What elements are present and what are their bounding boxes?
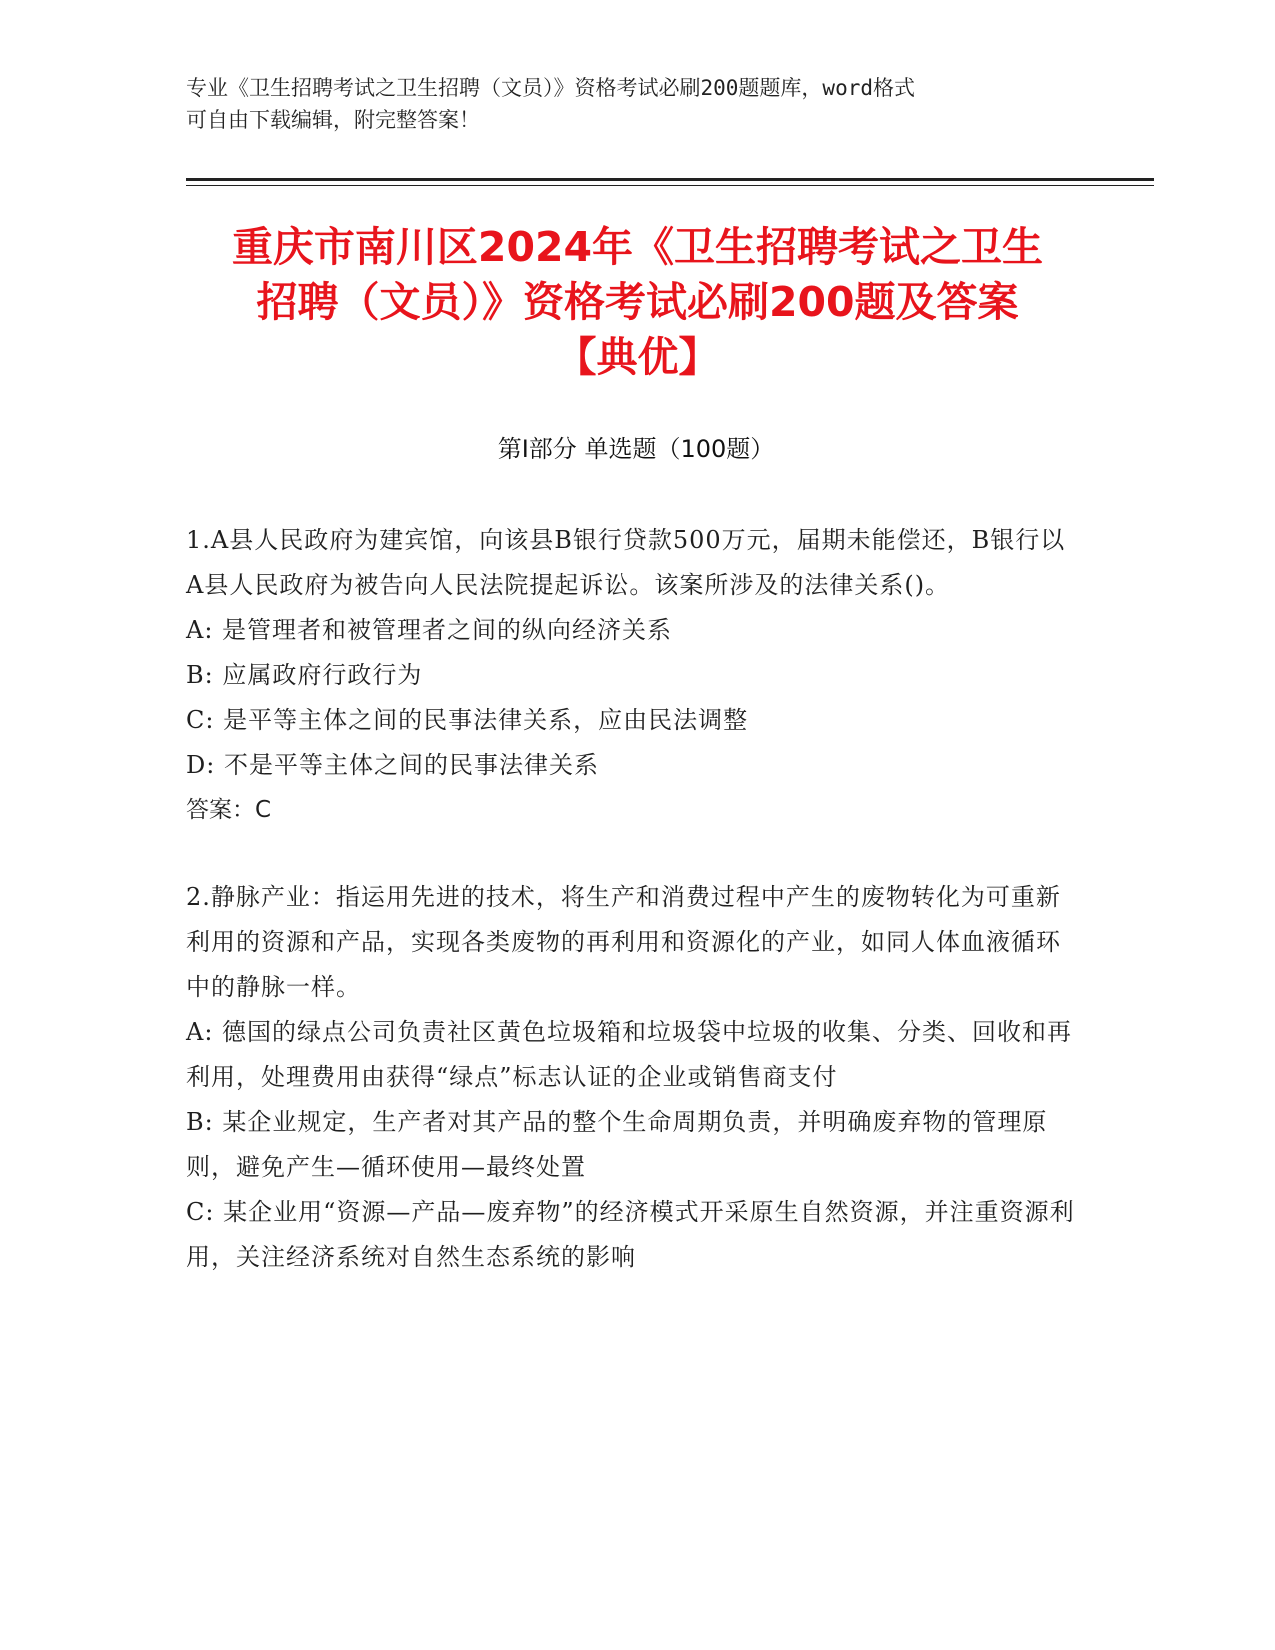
header-note (186, 72, 1066, 136)
option-b: B: 应属政府行政行为 (186, 661, 423, 689)
option-d: D: 不是平等主体之间的民事法律关系 (186, 751, 599, 779)
option-b: B: 某企业规定，生产者对其产品的整个生命周期负责，并明确废弃物的管理原则，避免产生—循环使用—最终处置 (186, 1108, 1048, 1181)
section-heading: 第I部分 单选题（100题） (497, 435, 775, 463)
option-a: A: 是管理者和被管理者之间的纵向经济关系 (186, 616, 673, 644)
header-note-line-1: 专业《卫生招聘考试之卫生招聘（文员）》资格考试必刷200题题库，word格式 (186, 76, 915, 100)
question-2 (186, 875, 1076, 1280)
header-note-line-2: 可自由下载编辑，附完整答案！ (186, 108, 480, 132)
question-1 (186, 518, 1076, 833)
question-stem: 1.A县人民政府为建宾馆，向该县B银行贷款500万元，届期未能偿还，B银行以A县人民政府为被告向人民法院提起诉讼。该案所涉及的法律关系()。 (186, 526, 1066, 599)
option-c: C: 某企业用“资源—产品—废弃物”的经济模式开采原生自然资源，并注重资源利用，关注经济系统对自然生态系统的影响 (186, 1198, 1075, 1271)
header-divider-thin (186, 185, 1154, 186)
document-title-line-2: 招聘（文员）》资格考试必刷200题及答案 (256, 278, 1019, 326)
question-stem: 2.静脉产业：指运用先进的技术，将生产和消费过程中产生的废物转化为可重新利用的资源和产品，实现各类废物的再利用和资源化的产业，如同人体血液循环中的静脉一样。 (186, 883, 1061, 1001)
header-divider-thick (186, 178, 1154, 181)
question-list (186, 518, 1076, 1322)
document-title-line-3: 【典优】 (555, 333, 720, 381)
document-title (160, 220, 1115, 385)
option-c: C: 是平等主体之间的民事法律关系，应由民法调整 (186, 706, 749, 734)
option-a: A: 德国的绿点公司负责社区黄色垃圾箱和垃圾袋中垃圾的收集、分类、回收和再利用，处理费用由获得“绿点”标志认证的企业或销售商支付 (186, 1018, 1073, 1091)
document-title-line-1: 重庆市南川区2024年《卫生招聘考试之卫生 (231, 223, 1044, 271)
answer-label: 答案：C (186, 797, 272, 823)
